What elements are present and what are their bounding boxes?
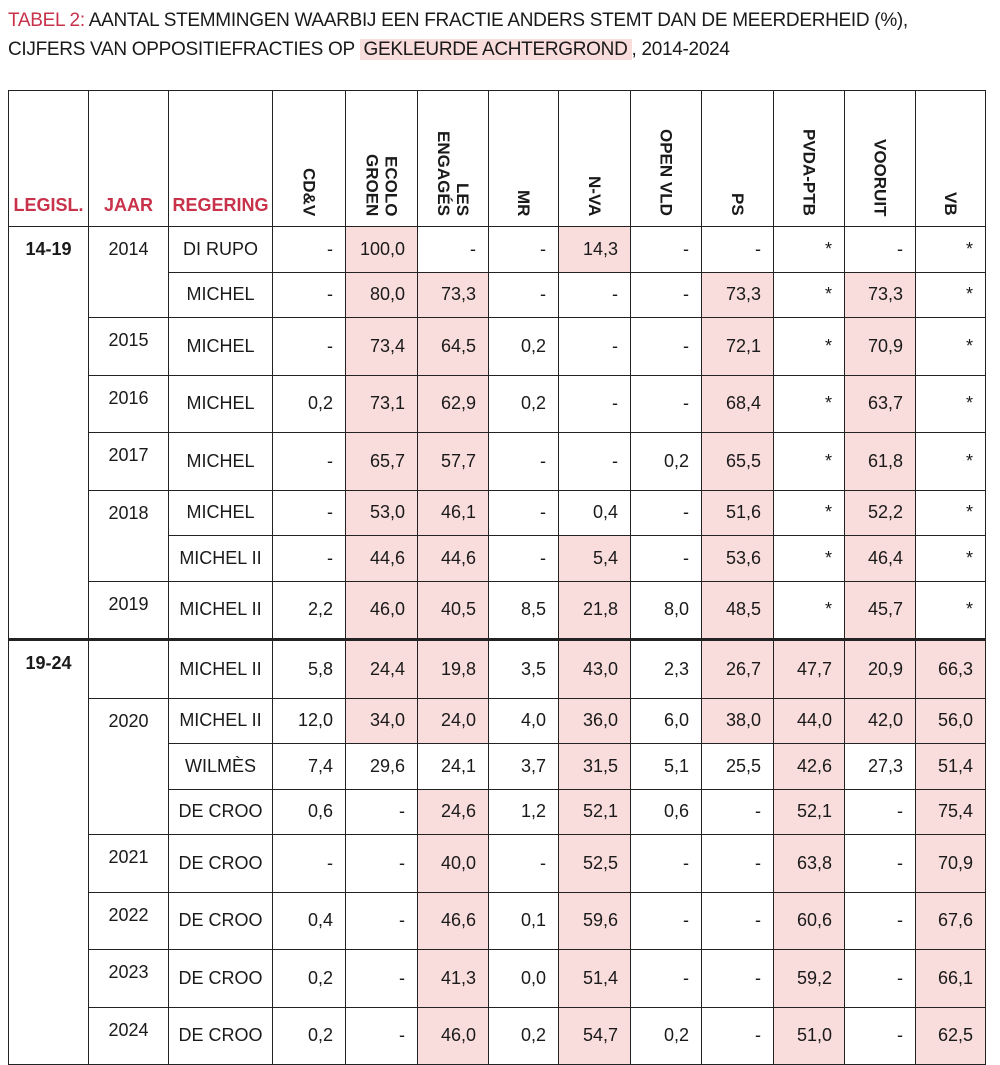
value-cell: 61,8 [845,433,916,491]
value-cell: * [916,581,986,640]
value-cell: 59,2 [774,950,845,1008]
value-cell: 41,3 [418,950,489,1008]
government-cell: WILMÈS [169,744,273,790]
value-cell: 56,0 [916,698,986,744]
value-cell: 2,3 [631,640,702,699]
table-title [8,6,993,64]
value-cell: - [631,950,702,1008]
value-cell: - [346,892,418,950]
table-row [9,640,986,699]
value-cell: 14,3 [559,227,631,273]
government-cell: MICHEL [169,272,273,318]
value-cell: 66,1 [916,950,986,1008]
value-cell: 80,0 [346,272,418,318]
value-cell: 0,2 [489,1007,559,1065]
header-party [559,91,631,227]
value-cell: 73,3 [845,272,916,318]
value-cell: 53,0 [346,490,418,536]
value-cell: 42,0 [845,698,916,744]
value-cell: 46,6 [418,892,489,950]
value-cell: 42,6 [774,744,845,790]
value-cell: 46,0 [418,1007,489,1065]
value-cell: 40,0 [418,835,489,893]
header-party-label: CD&V [299,167,319,216]
value-cell: 63,7 [845,375,916,433]
table-row [9,375,986,433]
legislature-cell: 14-19 [9,227,89,640]
value-cell: 24,6 [418,789,489,835]
value-cell: 59,6 [559,892,631,950]
government-cell: DE CROO [169,950,273,1008]
value-cell: 70,9 [916,835,986,893]
value-cell: 38,0 [702,698,774,744]
value-cell: 67,6 [916,892,986,950]
value-cell: - [273,433,346,491]
value-cell: 0,2 [631,433,702,491]
header-party-label: ECOLO GROEN [362,153,401,216]
value-cell: - [702,789,774,835]
value-cell: 26,7 [702,640,774,699]
value-cell: - [273,490,346,536]
value-cell: 75,4 [916,789,986,835]
value-cell: 64,5 [418,318,489,376]
value-cell: 0,2 [273,950,346,1008]
value-cell: 43,0 [559,640,631,699]
value-cell: 66,3 [916,640,986,699]
value-cell: - [559,375,631,433]
title-line2-post: , 2014-2024 [631,39,730,60]
header-party [631,91,702,227]
value-cell: 54,7 [559,1007,631,1065]
value-cell: 46,0 [346,581,418,640]
government-cell: DE CROO [169,789,273,835]
value-cell: 24,4 [346,640,418,699]
year-cell: 2024 [89,1007,169,1065]
value-cell: 6,0 [631,698,702,744]
value-cell: * [774,536,845,582]
header-party-label: LES ENGAGÉS [434,130,472,216]
value-cell: 3,7 [489,744,559,790]
year-cell: 2016 [89,375,169,433]
value-cell: 4,0 [489,698,559,744]
value-cell: 46,4 [845,536,916,582]
value-cell: 73,3 [418,272,489,318]
value-cell: - [273,835,346,893]
value-cell: 44,0 [774,698,845,744]
value-cell: 20,9 [845,640,916,699]
value-cell: 63,8 [774,835,845,893]
value-cell: 29,6 [346,744,418,790]
value-cell: - [702,892,774,950]
value-cell: - [845,1007,916,1065]
value-cell: - [346,835,418,893]
header-party [346,91,418,227]
table-label: TABEL 2: [8,10,85,31]
value-cell: 24,1 [418,744,489,790]
table-row [9,892,986,950]
value-cell: - [273,272,346,318]
government-cell: MICHEL [169,490,273,536]
government-cell: DE CROO [169,1007,273,1065]
title-line1: AANTAL STEMMINGEN WAARBIJ EEN FRACTIE ANDERS STEMT DAN DE MEERDERHEID (%), [84,10,908,31]
value-cell: 57,7 [418,433,489,491]
value-cell: 12,0 [273,698,346,744]
value-cell: - [489,272,559,318]
value-cell: - [489,536,559,582]
year-cell: 2023 [89,950,169,1008]
value-cell: 7,4 [273,744,346,790]
header-party-label: MR [514,189,533,216]
value-cell: - [631,835,702,893]
title-highlight: GEKLEURDE ACHTERGROND [360,39,632,60]
value-cell: * [774,490,845,536]
value-cell: 5,1 [631,744,702,790]
value-cell: 36,0 [559,698,631,744]
value-cell: * [774,318,845,376]
year-cell: 2021 [89,835,169,893]
value-cell: 27,3 [845,744,916,790]
value-cell: * [916,433,986,491]
header-party-label: PVDA-PTB [799,129,819,216]
government-cell: MICHEL [169,433,273,491]
government-cell: MICHEL [169,375,273,433]
value-cell: - [489,433,559,491]
value-cell: - [845,789,916,835]
value-cell: - [702,835,774,893]
value-cell: - [273,227,346,273]
value-cell: 0,2 [273,375,346,433]
table-row [9,318,986,376]
year-cell: 2019 [89,581,169,640]
value-cell: - [559,272,631,318]
value-cell: 0,1 [489,892,559,950]
value-cell: 73,4 [346,318,418,376]
value-cell: 68,4 [702,375,774,433]
value-cell: 0,2 [273,1007,346,1065]
value-cell: * [916,272,986,318]
value-cell: 60,6 [774,892,845,950]
value-cell: - [631,536,702,582]
header-party [418,91,489,227]
value-cell: 0,2 [489,375,559,433]
government-cell: MICHEL II [169,536,273,582]
value-cell: 44,6 [346,536,418,582]
table-row [9,490,986,536]
value-cell: 8,0 [631,581,702,640]
value-cell: - [346,950,418,1008]
title-line2-pre: CIJFERS VAN OPPOSITIEFRACTIES OP [8,39,360,60]
value-cell: - [631,272,702,318]
value-cell: - [631,490,702,536]
value-cell: 51,6 [702,490,774,536]
value-cell: 73,3 [702,272,774,318]
value-cell: - [346,789,418,835]
value-cell: 0,6 [273,789,346,835]
header-party [845,91,916,227]
value-cell: 0,6 [631,789,702,835]
value-cell: * [774,375,845,433]
value-cell: * [916,490,986,536]
value-cell: - [559,433,631,491]
government-cell: MICHEL II [169,698,273,744]
value-cell: 73,1 [346,375,418,433]
header-regering: REGERING [169,91,273,227]
value-cell: 34,0 [346,698,418,744]
value-cell: 51,4 [916,744,986,790]
value-cell: 100,0 [346,227,418,273]
value-cell: 21,8 [559,581,631,640]
value-cell: 62,5 [916,1007,986,1065]
value-cell: - [845,950,916,1008]
value-cell: 53,6 [702,536,774,582]
value-cell: 40,5 [418,581,489,640]
value-cell: - [489,227,559,273]
table-row [9,698,986,744]
year-cell: 2014 [89,227,169,318]
value-cell: * [916,318,986,376]
value-cell: 0,0 [489,950,559,1008]
value-cell: * [774,581,845,640]
value-cell: 52,1 [774,789,845,835]
header-party [702,91,774,227]
value-cell: 3,5 [489,640,559,699]
value-cell: 48,5 [702,581,774,640]
value-cell: - [489,835,559,893]
value-cell: - [702,227,774,273]
value-cell: 52,1 [559,789,631,835]
value-cell: - [631,375,702,433]
value-cell: 19,8 [418,640,489,699]
value-cell: 0,4 [559,490,631,536]
government-cell: MICHEL [169,318,273,376]
header-legisl: LEGISL. [9,91,89,227]
value-cell: * [916,375,986,433]
value-cell: - [559,318,631,376]
year-cell: 2015 [89,318,169,376]
value-cell: 0,2 [631,1007,702,1065]
value-cell: 47,7 [774,640,845,699]
value-cell: - [273,536,346,582]
value-cell: 65,5 [702,433,774,491]
header-jaar: JAAR [89,91,169,227]
value-cell: - [702,1007,774,1065]
table-row [9,835,986,893]
value-cell: 70,9 [845,318,916,376]
year-cell: 2018 [89,490,169,581]
header-party-label: N-VA [585,175,604,216]
value-cell: * [916,536,986,582]
value-cell: * [774,227,845,273]
value-cell: - [273,318,346,376]
value-cell: 2,2 [273,581,346,640]
value-cell: 46,1 [418,490,489,536]
value-cell: - [631,227,702,273]
year-cell [89,640,169,699]
value-cell: 52,5 [559,835,631,893]
value-cell: 25,5 [702,744,774,790]
value-cell: 51,4 [559,950,631,1008]
table-row [9,1007,986,1065]
value-cell: * [774,272,845,318]
value-cell: 1,2 [489,789,559,835]
value-cell: 24,0 [418,698,489,744]
value-cell: - [631,892,702,950]
header-party [273,91,346,227]
value-cell: - [845,835,916,893]
table-row [9,581,986,640]
year-cell: 2017 [89,433,169,491]
vote-table [8,90,986,1065]
table-row [9,227,986,273]
value-cell: 0,2 [489,318,559,376]
value-cell: - [845,892,916,950]
header-party-label: VOORUIT [870,138,890,216]
government-cell: DE CROO [169,892,273,950]
value-cell: - [346,1007,418,1065]
value-cell: - [845,227,916,273]
value-cell: * [916,227,986,273]
government-cell: DE CROO [169,835,273,893]
government-cell: MICHEL II [169,640,273,699]
value-cell: - [489,490,559,536]
header-party-label: VB [941,192,960,216]
value-cell: 52,2 [845,490,916,536]
value-cell: 5,8 [273,640,346,699]
value-cell: 72,1 [702,318,774,376]
header-party-label: PS [728,193,747,216]
value-cell: 0,4 [273,892,346,950]
year-cell: 2022 [89,892,169,950]
year-cell: 2020 [89,698,169,835]
value-cell: 5,4 [559,536,631,582]
header-party-label: OPEN VLD [656,129,676,216]
value-cell: 31,5 [559,744,631,790]
value-cell: 51,0 [774,1007,845,1065]
header-party [489,91,559,227]
table-row [9,950,986,1008]
value-cell: 8,5 [489,581,559,640]
value-cell: 44,6 [418,536,489,582]
legislature-cell: 19-24 [9,640,89,1065]
value-cell: 65,7 [346,433,418,491]
value-cell: 45,7 [845,581,916,640]
header-row [9,91,986,227]
table-row [9,433,986,491]
header-party [916,91,986,227]
value-cell: - [418,227,489,273]
value-cell: 62,9 [418,375,489,433]
value-cell: * [774,433,845,491]
value-cell: - [702,950,774,1008]
value-cell: - [631,318,702,376]
header-party [774,91,845,227]
government-cell: MICHEL II [169,581,273,640]
government-cell: DI RUPO [169,227,273,273]
